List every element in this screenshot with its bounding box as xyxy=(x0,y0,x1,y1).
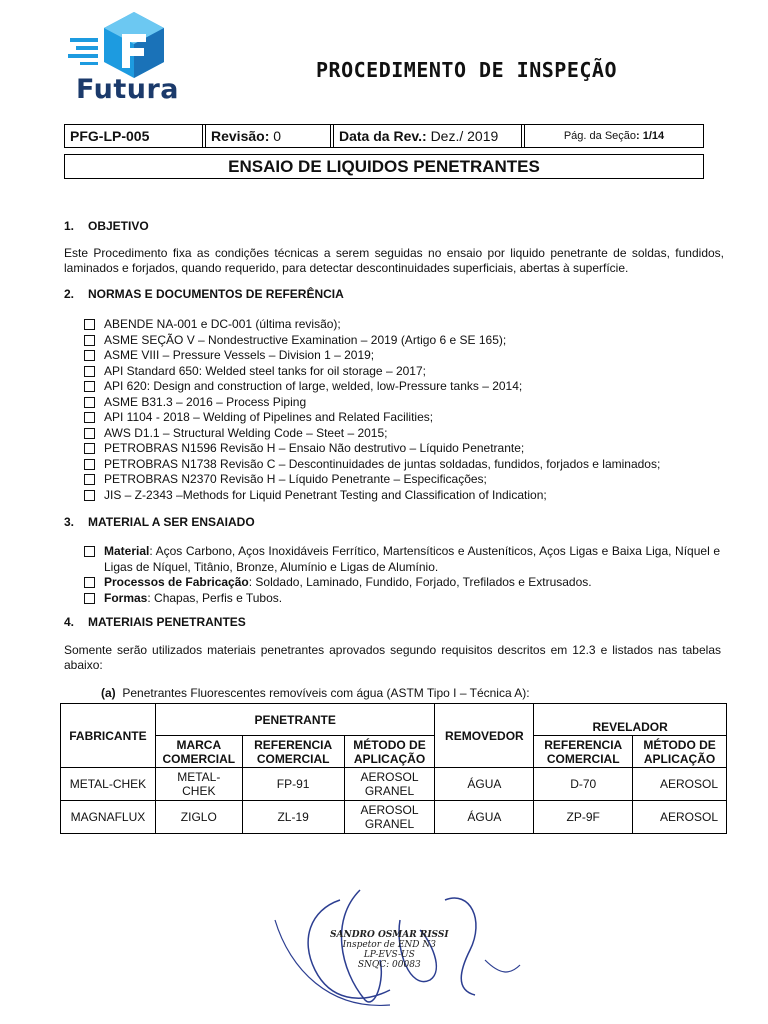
subsection-a xyxy=(64,686,724,701)
section-materiais-penetrantes xyxy=(64,615,724,701)
signature-stamp xyxy=(330,930,449,970)
section-heading: 3. MATERIAL A SER ENSAIADO xyxy=(64,515,255,529)
header-removedor: REMOVEDOR xyxy=(435,704,534,768)
signer-role: Inspetor de END N3 xyxy=(342,940,436,950)
cell-ref-revelador: ZP-9F xyxy=(534,801,633,834)
list-item: PETROBRAS N1596 Revisão H – Ensaio Não destrutivo – Líquido Penetrante; xyxy=(84,441,724,457)
revision-cell xyxy=(206,125,331,147)
header-marca: MARCA COMERCIAL xyxy=(155,736,242,768)
list-item: API 1104 - 2018 – Welding of Pipelines and Related Facilities; xyxy=(84,410,724,426)
list-item: AWS D1.1 – Structural Welding Code – Steet – 2015; xyxy=(84,426,724,442)
subsection-label: (a) xyxy=(101,686,116,700)
section-text: Somente serão utilizados materiais penetrantes aprovados segundo requisitos descritos em 12.3 e listados nas tabelas abaixo: xyxy=(64,643,721,672)
cell-marca: METAL-CHEK xyxy=(155,768,242,801)
subsection-text: Penetrantes Fluorescentes removíveis com água (ASTM Tipo I – Técnica A): xyxy=(122,686,530,700)
page-title: PROCEDIMENTO DE INSPEÇÃO xyxy=(316,58,617,82)
header-penetrante: PENETRANTE xyxy=(155,704,435,736)
section-text: Este Procedimento fixa as condições técnicas a serem seguidas no ensaio por liquido penetrante de soldas, fundidos, laminados e forjados, quando requerido, para detectar descontinuidades superficiais, abertas à superfície. xyxy=(64,246,724,275)
signer-snqc: SNQC: 00083 xyxy=(357,960,421,970)
checkbox-icon xyxy=(84,593,95,604)
list-item: API Standard 650: Welded steel tanks for oil storage – 2017; xyxy=(84,364,724,380)
signer-cert: LP-EVS-US xyxy=(363,950,415,960)
cell-removedor: ÁGUA xyxy=(435,768,534,801)
cell-ref: FP-91 xyxy=(242,768,344,801)
checkbox-icon xyxy=(84,350,95,361)
header-metodo-revelador: MÉTODO DE APLICAÇÃO xyxy=(633,736,727,768)
cell-metodo: AEROSOL GRANEL xyxy=(344,801,435,834)
revision-label: Revisão: xyxy=(211,128,270,144)
section-objetivo xyxy=(64,219,724,276)
rev-date-cell xyxy=(334,125,522,147)
list-item: PETROBRAS N1738 Revisão C – Descontinuidades de juntas soldadas, fundidos, forjados e laminados; xyxy=(84,457,724,473)
table-row xyxy=(61,768,727,801)
checkbox-icon xyxy=(84,412,95,423)
checkbox-icon xyxy=(84,490,95,501)
reference-list xyxy=(64,317,724,503)
checkbox-icon xyxy=(84,319,95,330)
header-revelador: REVELADOR xyxy=(534,704,727,736)
checkbox-icon xyxy=(84,459,95,470)
table-row xyxy=(61,801,727,834)
list-item: Material: Aços Carbono, Aços Inoxidáveis Ferrítico, Martensíticos e Austeníticos, Aços Ligas e Baixa Liga, Níquel e Ligas de Níquel, Titânio, Bronze, Alumínio e Ligas de Alumínio. xyxy=(84,544,720,575)
section-heading: 1. OBJETIVO xyxy=(64,219,149,233)
brand-name: Futura xyxy=(76,74,179,105)
cell-ref-revelador: D-70 xyxy=(534,768,633,801)
list-item: Processos de Fabricação: Soldado, Laminado, Fundido, Forjado, Trefilados e Extrusados. xyxy=(84,575,720,591)
header-metodo: MÉTODO DE APLICAÇÃO xyxy=(344,736,435,768)
list-item: ABENDE NA-001 e DC-001 (última revisão); xyxy=(84,317,724,333)
materials-table xyxy=(60,703,727,834)
page-label: Pág. da Seção xyxy=(563,130,637,142)
checkbox-icon xyxy=(84,577,95,588)
cell-fabricante: MAGNAFLUX xyxy=(61,801,156,834)
list-item: ASME SEÇÃO V – Nondestructive Examination – 2019 (Artigo 6 e SE 165); xyxy=(84,333,724,349)
section-heading: 2. NORMAS E DOCUMENTOS DE REFERÊNCIA xyxy=(64,287,344,301)
checkbox-icon xyxy=(84,366,95,377)
header-fabricante: FABRICANTE xyxy=(61,704,156,768)
section-normas xyxy=(64,287,724,503)
page-value: : 1/14 xyxy=(636,130,665,142)
list-item: PETROBRAS N2370 Revisão H – Líquido Penetrante – Especificações; xyxy=(84,472,724,488)
signer-name: SANDRO OSMAR RISSI xyxy=(330,930,449,940)
checkbox-icon xyxy=(84,443,95,454)
header-ref-revelador: REFERENCIA COMERCIAL xyxy=(534,736,633,768)
document-subtitle: ENSAIO DE LIQUIDOS PENETRANTES xyxy=(64,154,704,179)
material-list xyxy=(64,544,720,606)
cell-removedor: ÁGUA xyxy=(435,801,534,834)
checkbox-icon xyxy=(84,397,95,408)
checkbox-icon xyxy=(84,546,95,557)
cell-ref: ZL-19 xyxy=(242,801,344,834)
cell-metodo: AEROSOL GRANEL xyxy=(344,768,435,801)
cell-marca: ZIGLO xyxy=(155,801,242,834)
cell-metodo-revelador: AEROSOL xyxy=(633,801,727,834)
document-code: PFG-LP-005 xyxy=(65,125,203,147)
list-item: ASME VIII – Pressure Vessels – Division 1 – 2019; xyxy=(84,348,724,364)
cell-metodo-revelador: AEROSOL xyxy=(633,768,727,801)
cell-fabricante: METAL-CHEK xyxy=(61,768,156,801)
list-item: Formas: Chapas, Perfis e Tubos. xyxy=(84,591,720,607)
checkbox-icon xyxy=(84,335,95,346)
list-item: API 620: Design and construction of large, welded, low-Pressure tanks – 2014; xyxy=(84,379,724,395)
list-item: ASME B31.3 – 2016 – Process Piping xyxy=(84,395,724,411)
rev-date-value: Dez./ 2019 xyxy=(430,128,499,144)
section-material xyxy=(64,515,724,606)
rev-date-label: Data da Rev.: xyxy=(339,128,427,144)
page-cell xyxy=(525,125,703,147)
checkbox-icon xyxy=(84,381,95,392)
section-heading: 4. MATERIAIS PENETRANTES xyxy=(64,615,246,629)
list-item: JIS – Z-2343 –Methods for Liquid Penetrant Testing and Classification of Indication; xyxy=(84,488,724,504)
checkbox-icon xyxy=(84,474,95,485)
revision-value: 0 xyxy=(273,128,282,144)
document-info-row xyxy=(64,124,704,148)
header-ref: REFERENCIA COMERCIAL xyxy=(242,736,344,768)
checkbox-icon xyxy=(84,428,95,439)
